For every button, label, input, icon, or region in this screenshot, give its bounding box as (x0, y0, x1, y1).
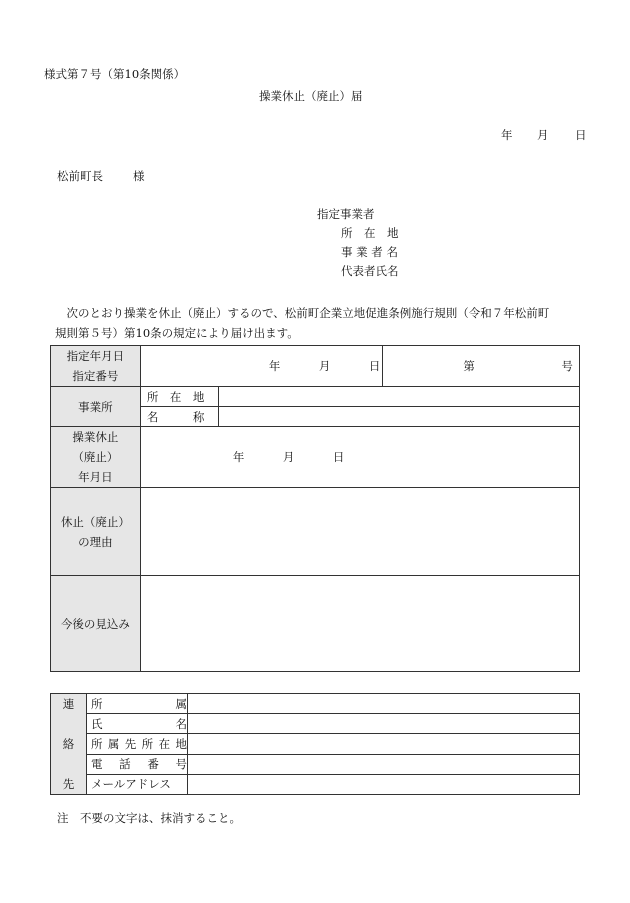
submission-date-line (501, 127, 587, 143)
contact-phone-label (87, 754, 188, 774)
main-form-table (50, 345, 580, 672)
contact-phone-text: 電 話 番 号 (91, 757, 187, 772)
designation-month-label: 月 (318, 359, 331, 373)
suspend-day-label: 日 (332, 450, 345, 464)
outlook-field[interactable] (140, 576, 579, 672)
outlook-row (51, 576, 580, 672)
addressee (57, 168, 145, 184)
document-title: 操業休止（廃止）届 (259, 89, 363, 103)
contact-email-label: メールアドレス (87, 774, 188, 794)
addressee-honorific: 様 (133, 169, 145, 183)
applicant-representative-label: 代表者氏名 (341, 264, 399, 278)
outlook-label: 今後の見込み (51, 576, 141, 672)
date-day-label: 日 (575, 128, 587, 142)
statement-paragraph (55, 303, 585, 343)
contact-row-affiliation (51, 694, 580, 714)
statement-line-1: 次のとおり操業を休止（廃止）するので、松前町企業立地促進条例施行規則（令和７年松前町 (55, 306, 550, 320)
date-year-label: 年 (501, 128, 513, 142)
suspend-date-label-3: 年月日 (78, 470, 113, 484)
office-address-row (51, 387, 580, 407)
reason-label-1: 休止（廃止） (60, 514, 130, 529)
contact-side-char-3: 絡 (62, 737, 75, 751)
statement-line-2: 規則第５号）第10条の規定により届け出ます。 (55, 326, 299, 340)
suspend-date-field[interactable] (140, 427, 579, 488)
contact-affiliation-text: 所 属 (91, 696, 187, 711)
suspend-date-label-cell (51, 427, 141, 488)
applicant-address-label: 所 在 地 (341, 226, 399, 240)
office-address-label: 所 在 地 (140, 387, 218, 407)
designation-row (51, 346, 580, 387)
designation-label-cell (51, 346, 141, 387)
reason-label-2: の理由 (78, 534, 113, 549)
contact-affiliation-label (87, 694, 188, 714)
contact-name-label (87, 714, 188, 734)
designation-number-label: 指定番号 (72, 369, 119, 383)
office-label: 事業所 (51, 387, 141, 427)
date-month-label: 月 (537, 128, 549, 142)
contact-row-name (51, 714, 580, 734)
contact-location-field[interactable] (188, 734, 580, 754)
designation-year-label: 年 (268, 359, 281, 373)
contact-side-char-1: 連 (62, 697, 75, 711)
footnote: 注 不要の文字は、抹消すること。 (57, 811, 241, 825)
office-name-label: 名 称 (140, 407, 218, 427)
contact-side-char-2 (51, 714, 86, 734)
suspend-date-label-2: （廃止） (72, 450, 119, 464)
contact-location-label (87, 734, 188, 754)
contact-side-label (51, 694, 87, 795)
designation-day-label: 日 (368, 359, 381, 373)
number-suffix: 号 (561, 359, 573, 373)
office-name-field[interactable] (218, 407, 579, 427)
suspend-date-label-1: 操業休止 (72, 430, 119, 444)
contact-location-text: 所 属 先 所 在 地 (91, 736, 187, 751)
contact-row-phone (51, 754, 580, 774)
contact-row-location (51, 734, 580, 754)
contact-affiliation-field[interactable] (188, 694, 580, 714)
form-id: 様式第７号（第10条関係） (44, 67, 186, 81)
number-prefix: 第 (463, 359, 475, 373)
reason-field[interactable] (140, 488, 579, 576)
designation-date-label: 指定年月日 (66, 349, 125, 363)
contact-email-field[interactable] (188, 774, 580, 794)
suspend-month-label: 月 (282, 450, 295, 464)
suspend-date-row (51, 427, 580, 488)
applicant-block (317, 206, 399, 282)
office-address-field[interactable] (218, 387, 579, 407)
contact-phone-field[interactable] (188, 754, 580, 774)
addressee-name: 松前町長 (57, 169, 103, 183)
reason-label-cell (51, 488, 141, 576)
reason-row (51, 488, 580, 576)
designation-number-field[interactable] (383, 346, 580, 387)
applicant-business-label: 事 業 者 名 (341, 245, 398, 259)
suspend-year-label: 年 (232, 450, 245, 464)
contact-name-field[interactable] (188, 714, 580, 734)
contact-table (50, 693, 580, 795)
contact-side-char-4 (51, 754, 86, 774)
contact-side-char-5: 先 (62, 777, 75, 791)
contact-name-text: 氏 名 (91, 716, 187, 731)
applicant-heading: 指定事業者 (317, 207, 375, 221)
contact-row-email (51, 774, 580, 794)
designation-date-field[interactable] (140, 346, 383, 387)
